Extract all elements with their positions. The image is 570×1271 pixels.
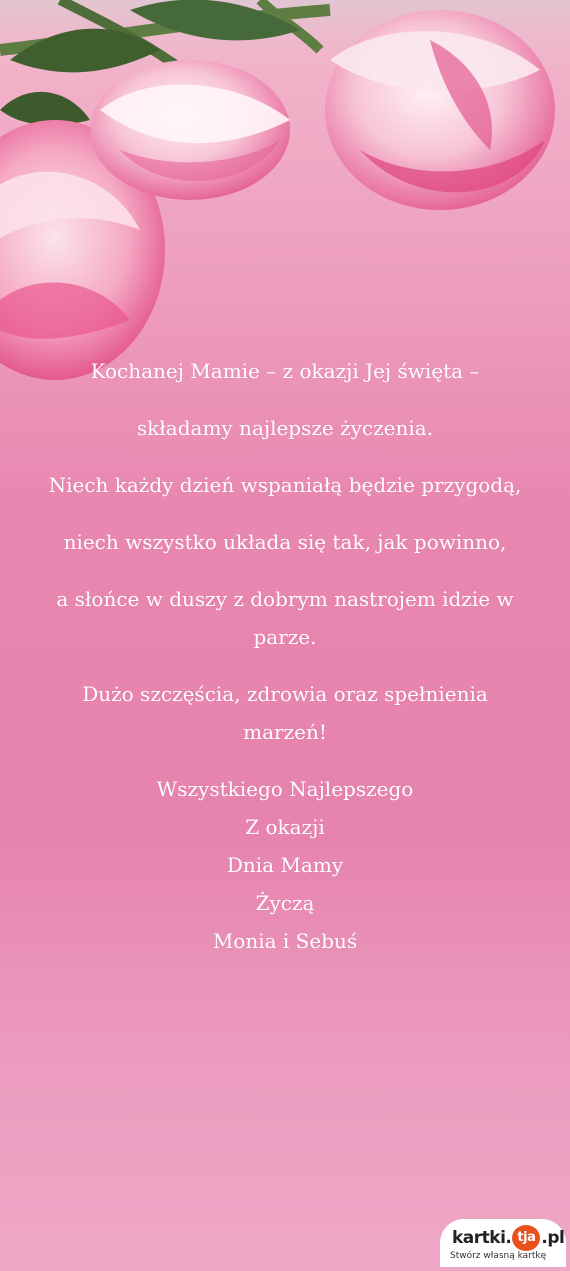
greeting-line-5: a słońce w duszy z dobrym nastrojem idzie w parze. [56, 587, 514, 649]
logo-text-left: kartki. [452, 1228, 512, 1248]
kartki-tja-logo[interactable] [440, 1219, 566, 1267]
closing-line-1: Wszystkiego Najlepszego [156, 777, 414, 801]
greeting-line-2: składamy najlepsze życzenia. [136, 416, 434, 440]
logo-text-right: .pl [541, 1228, 565, 1248]
logo-tja-badge: tja [512, 1225, 540, 1251]
signature: Monia i Sebuś [212, 929, 358, 953]
closing-line-3: Dnia Mamy [226, 853, 344, 877]
logo-wordmark [452, 1225, 564, 1251]
closing-line-4: Życzą [255, 891, 315, 915]
logo-tagline: Stwórz własną kartkę [450, 1251, 547, 1261]
greeting-line-1: Kochanej Mamie – z okazji Jej święta – [90, 359, 480, 383]
greeting-line-3: Niech każdy dzień wspaniałą będzie przygodą, [48, 473, 522, 497]
greeting-message [40, 352, 530, 960]
closing-block [40, 770, 530, 960]
greeting-line-4: niech wszystko układa się tak, jak powinno, [63, 530, 507, 554]
roses-illustration [0, 0, 570, 400]
greeting-line-6: Dużo szczęścia, zdrowia oraz spełnienia marzeń! [82, 682, 488, 744]
closing-line-2: Z okazji [245, 815, 325, 839]
